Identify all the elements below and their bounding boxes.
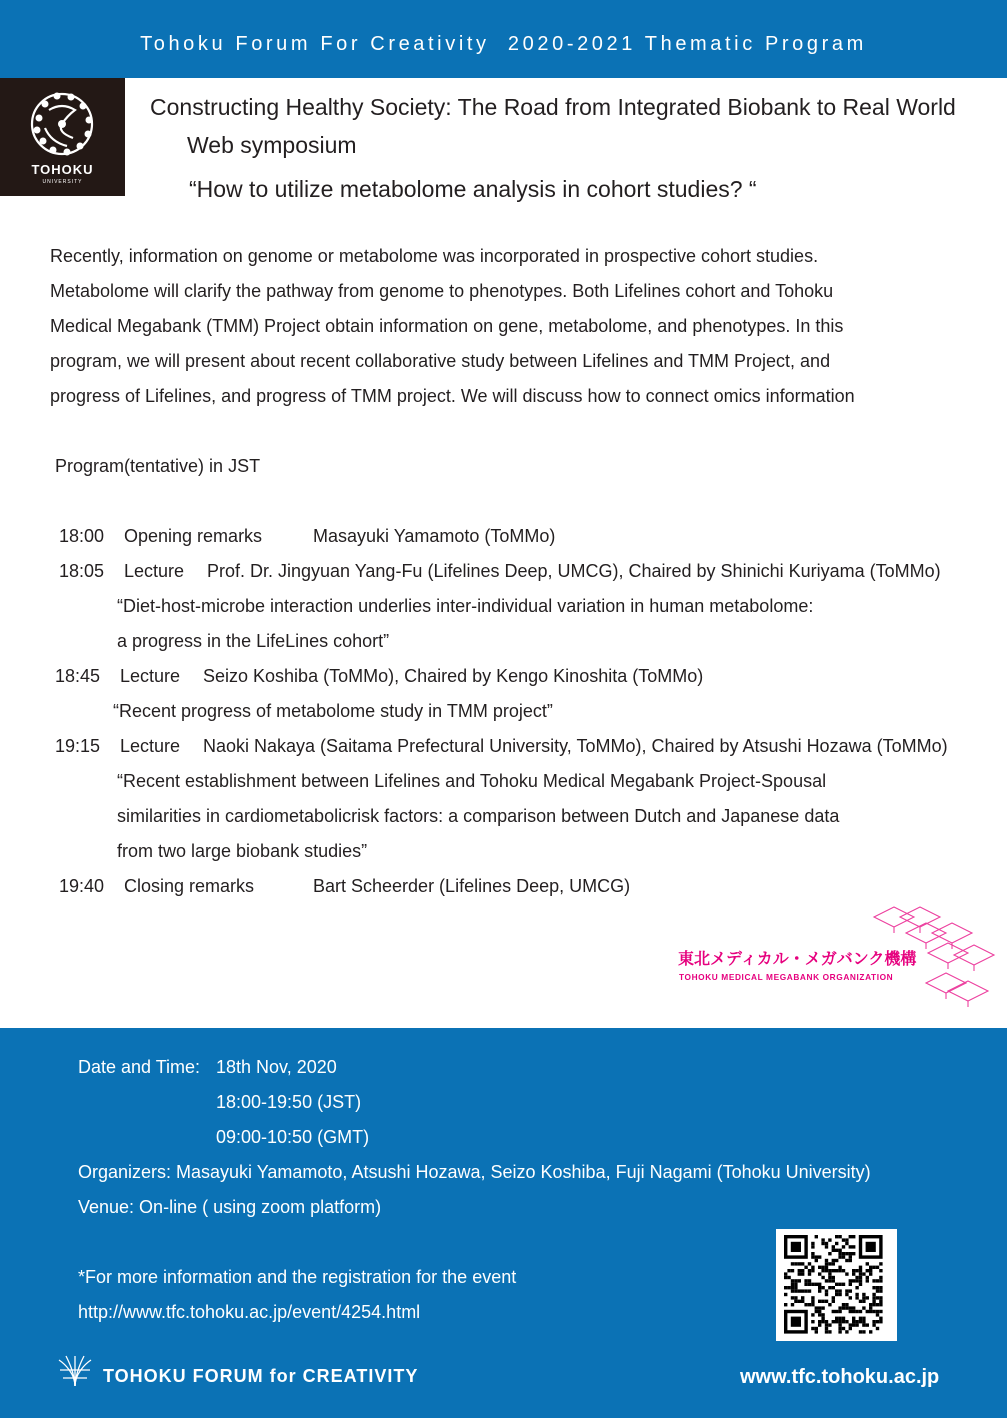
symposium-title: “How to utilize metabolome analysis in cohort studies? “ — [189, 176, 757, 202]
venue: Venue: On-line ( using zoom platform) — [78, 1197, 382, 1217]
session-person: Seizo Koshiba (ToMMo), Chaired by Kengo Kinoshita (ToMMo) — [203, 666, 704, 686]
top-banner — [0, 0, 1007, 78]
event-details-panel — [0, 1028, 1007, 1418]
session-person: Naoki Nakaya (Saitama Prefectural University, ToMMo), Chaired by Atsushi Hozawa (ToMMo) — [203, 736, 948, 756]
organizers: Organizers: Masayuki Yamamoto, Atsushi Hozawa, Seizo Koshiba, Fuji Nagami (Tohoku University) — [78, 1162, 871, 1182]
megabank-organization-logo — [678, 946, 917, 984]
session-label: Lecture — [124, 561, 185, 581]
session-label: Lecture — [120, 736, 181, 756]
program-heading: Program(tentative) in JST — [55, 456, 261, 476]
organization-name-en: TOHOKU MEDICAL MEGABANK ORGANIZATION — [679, 972, 894, 982]
talk-title-line: “Diet-host-microbe interaction underlies inter-individual variation in human metabolome: — [117, 596, 814, 616]
program-banner-text: Tohoku Forum For Creativity 2020-2021 Thematic Program — [140, 33, 867, 55]
talk-title-line: similarities in cardiometabolicrisk factors: a comparison between Dutch and Japanese data — [117, 806, 840, 826]
intro-line: Recently, information on genome or metabolome was incorporated in prospective cohort studies. — [50, 246, 819, 266]
session-person: Bart Scheerder (Lifelines Deep, UMCG) — [313, 876, 631, 896]
event-link[interactable]: http://www.tfc.tohoku.ac.jp/event/4254.html — [78, 1302, 421, 1322]
organization-name-jp: 東北メディカル・メガバンク機構 — [678, 951, 917, 968]
logo-name: TOHOKU — [31, 162, 94, 177]
session-time: 19:40 — [59, 876, 105, 896]
intro-line: program, we will present about recent collaborative study between Lifelines and TMM Project, and — [50, 351, 831, 371]
website-link[interactable]: www.tfc.tohoku.ac.jp — [740, 1366, 940, 1388]
session-time: 18:45 — [55, 666, 101, 686]
qr-code[interactable] — [776, 1229, 897, 1341]
tfc-emblem-icon — [57, 1354, 93, 1388]
intro-paragraph — [50, 243, 855, 418]
event-type: Web symposium — [187, 132, 357, 158]
intro-line: progress of Lifelines, and progress of TMM project. We will discuss how to connect omics information — [50, 386, 855, 406]
tohoku-university-logo — [0, 78, 125, 196]
session-label: Lecture — [120, 666, 181, 686]
session-time: 18:00 — [59, 526, 105, 546]
event-time-jst: 18:00-19:50 (JST) — [216, 1092, 362, 1112]
logo-subtitle: UNIVERSITY — [42, 179, 83, 185]
event-date: 18th Nov, 2020 — [216, 1057, 337, 1077]
talk-title-line: “Recent progress of metabolome study in TMM project” — [113, 701, 553, 721]
qr-code-icon — [776, 1229, 897, 1341]
session-person: Masayuki Yamamoto (ToMMo) — [313, 526, 556, 546]
talk-title-line: from two large biobank studies” — [117, 841, 368, 861]
intro-line: Metabolome will clarify the pathway from genome to phenotypes. Both Lifelines cohort and Tohoku — [50, 281, 834, 301]
session-label: Opening remarks — [124, 526, 263, 546]
date-label: Date and Time: — [78, 1057, 201, 1077]
talk-title-line: a progress in the LifeLines cohort” — [117, 631, 390, 651]
tfc-name: TOHOKU FORUM for CREATIVITY — [103, 1366, 419, 1386]
more-info-note: *For more information and the registration for the event — [78, 1267, 517, 1287]
wreath-emblem-icon — [27, 88, 97, 160]
session-person: Prof. Dr. Jingyuan Yang-Fu (Lifelines Deep, UMCG), Chaired by Shinichi Kuriyama (ToMMo) — [207, 561, 941, 581]
session-label: Closing remarks — [124, 876, 255, 896]
program-title: Constructing Healthy Society: The Road from Integrated Biobank to Real World — [150, 94, 956, 120]
intro-line: Medical Megabank (TMM) Project obtain information on gene, metabolome, and phenotypes. In this — [50, 316, 844, 336]
event-time-gmt: 09:00-10:50 (GMT) — [216, 1127, 370, 1147]
session-time: 19:15 — [55, 736, 101, 756]
session-time: 18:05 — [59, 561, 105, 581]
talk-title-line: “Recent establishment between Lifelines and Tohoku Medical Megabank Project-Spousal — [117, 771, 827, 791]
